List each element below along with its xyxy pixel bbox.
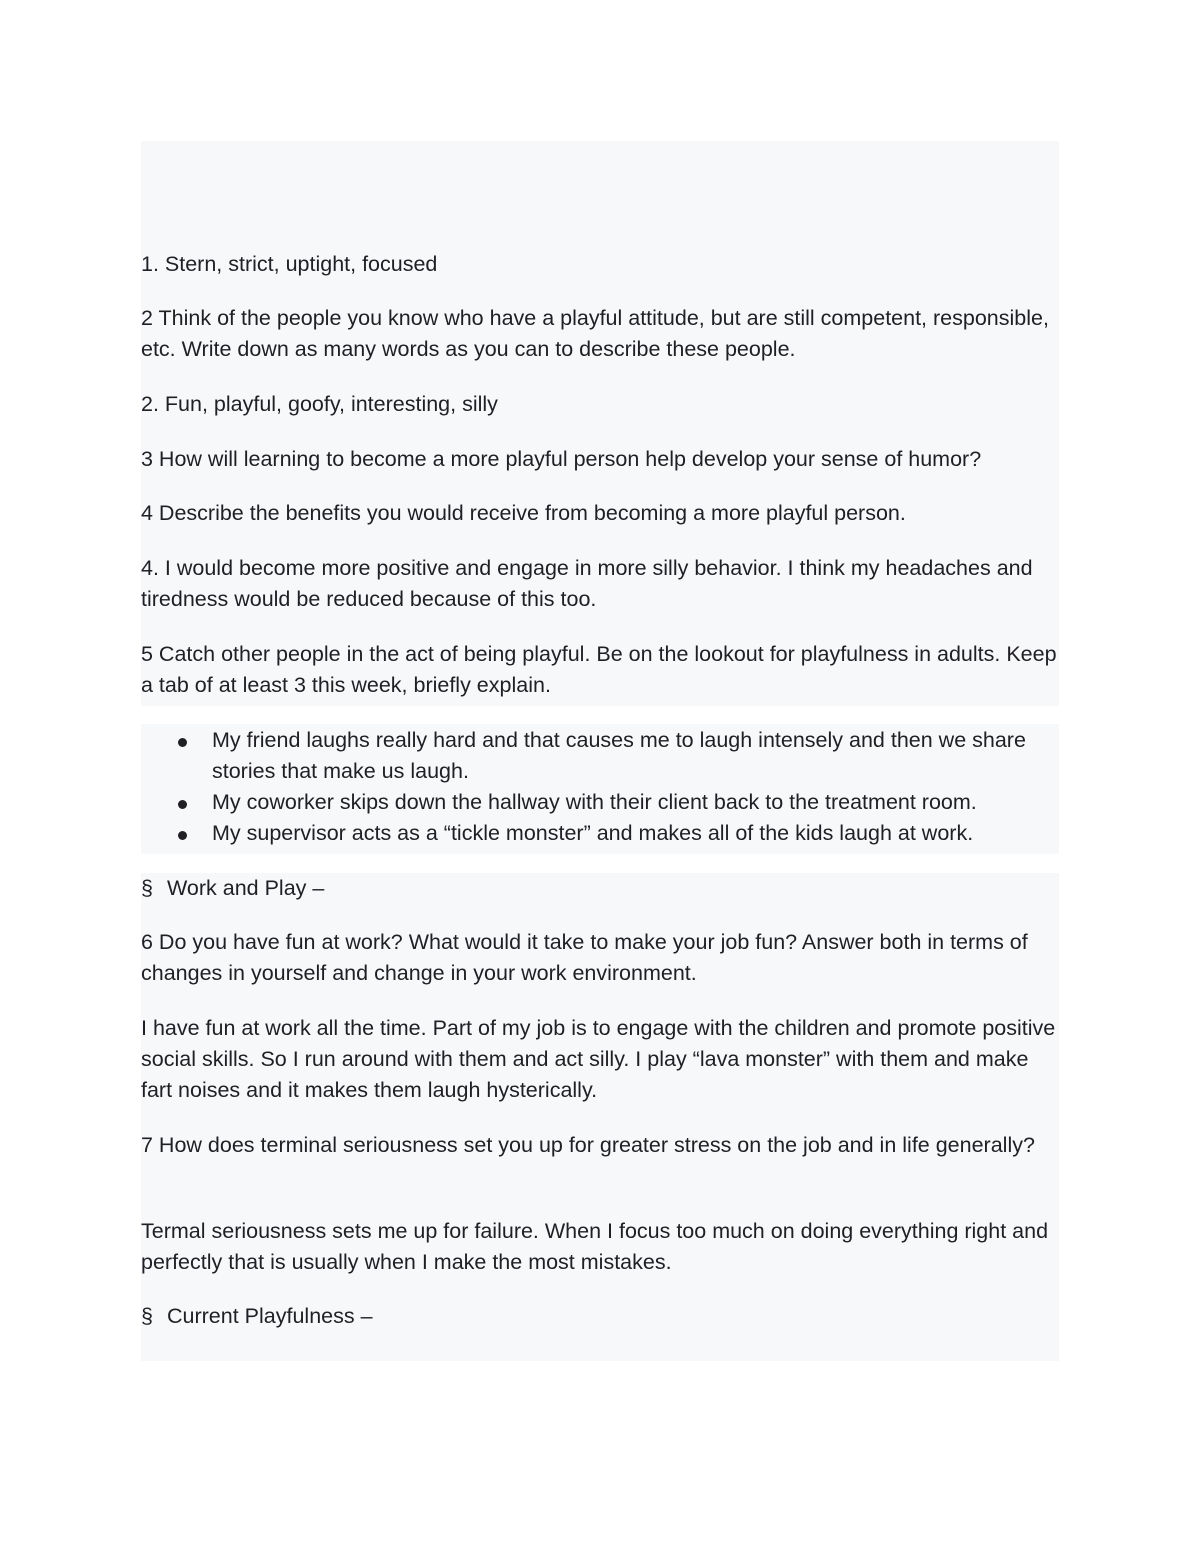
answer-6: I have fun at work all the time. Part of my job is to engage with the children and promote positive social skills. So I run around with them and act silly. I play “lava monster” with them and make fart noises and it makes them laugh hysterically. (141, 1016, 1056, 1102)
playfulness-examples-list (176, 725, 1056, 849)
answer-1: 1. Stern, strict, uptight, focused (141, 252, 438, 276)
question-4: 4 Describe the benefits you would receive from becoming a more playful person. (141, 501, 906, 525)
list-item (176, 818, 1056, 849)
section-heading-work-and-play (141, 873, 1061, 904)
section-symbol: § (141, 1304, 153, 1328)
section-symbol: § (141, 876, 153, 900)
bullet-icon (178, 831, 187, 840)
content-block-top (141, 141, 1059, 706)
list-item-text: My friend laughs really hard and that causes me to laugh intensely and then we share stories that make us laugh. (212, 728, 1026, 783)
section-heading-current-playfulness (141, 1301, 1061, 1332)
bullet-icon (178, 800, 187, 809)
list-item (176, 787, 1056, 818)
list-item-text: My coworker skips down the hallway with their client back to the treatment room. (212, 790, 977, 814)
bullet-icon (178, 738, 187, 747)
list-item-text: My supervisor acts as a “tickle monster” and makes all of the kids laugh at work. (212, 821, 974, 845)
list-item (176, 725, 1056, 787)
section-title: Work and Play – (167, 876, 325, 900)
question-5: 5 Catch other people in the act of being playful. Be on the lookout for playfulness in adults. Keep a tab of at least 3 this week, briefly explain. (141, 642, 1057, 697)
question-3: 3 How will learning to become a more playful person help develop your sense of humor? (141, 447, 982, 471)
answer-2: 2. Fun, playful, goofy, interesting, silly (141, 392, 498, 416)
question-7: 7 How does terminal seriousness set you up for greater stress on the job and in life generally? (141, 1133, 1035, 1157)
answer-7: Termal seriousness sets me up for failure. When I focus too much on doing everything right and perfectly that is usually when I make the most mistakes. (141, 1219, 1049, 1274)
question-2: 2 Think of the people you know who have a playful attitude, but are still competent, responsible, etc. Write down as many words as you can to describe these people. (141, 306, 1049, 361)
section-title: Current Playfulness – (167, 1304, 373, 1328)
question-6: 6 Do you have fun at work? What would it take to make your job fun? Answer both in terms of changes in yourself and change in your work environment. (141, 930, 1028, 985)
answer-4: 4. I would become more positive and engage in more silly behavior. I think my headaches and tiredness would be reduced because of this too. (141, 556, 1033, 611)
